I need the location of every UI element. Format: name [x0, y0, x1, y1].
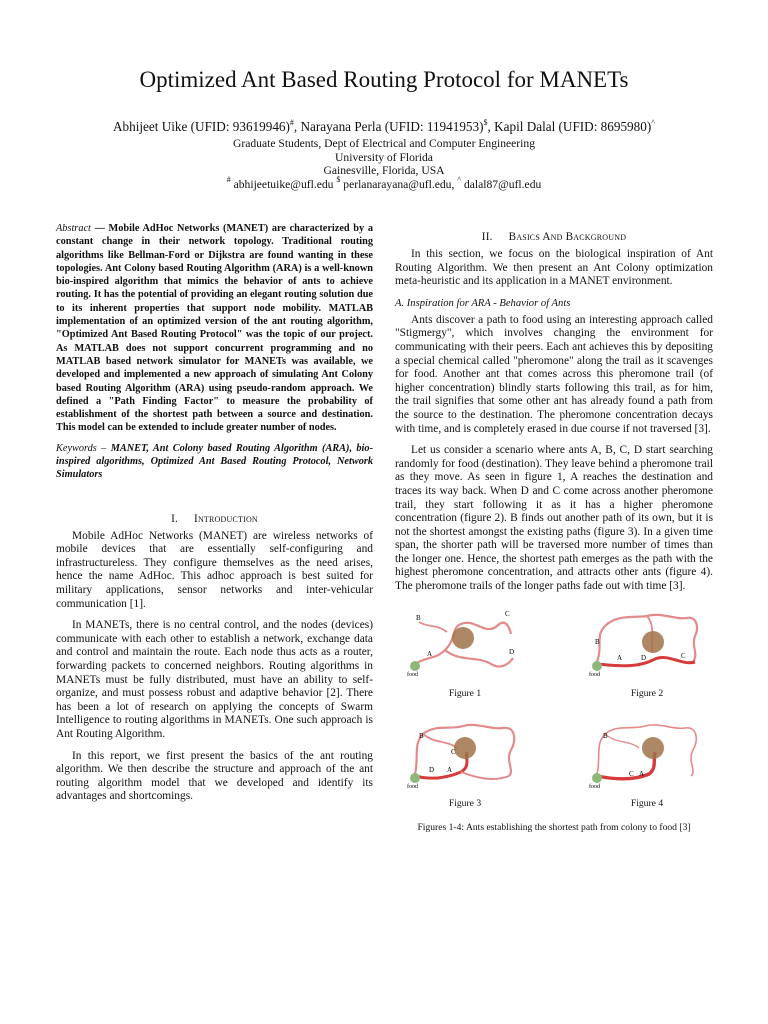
- figure-4-ant-2: C: [629, 769, 634, 778]
- figure-1-ant-3: A: [427, 649, 433, 658]
- figure-1-trail-2: [445, 647, 515, 666]
- figure-2: [587, 606, 707, 678]
- figure-1-ant-4: D: [509, 647, 515, 656]
- figure-2-image: [587, 606, 707, 678]
- figure-4-colony: [642, 737, 664, 759]
- keywords: [56, 442, 373, 482]
- abstract-text: Mobile AdHoc Networks (MANET) are characterized by a constant change in their network topology. Traditional routing algorithms like Bellman-Ford or Dijkstra are found wanting in these topologies. Ant Colony based Routing Algorithm (ARA) is a well-known bio-inspired algorithm that mimics the behavior of ants to achieve routing. It has the potential of providing an elegant routing solution due to its inherent properties that support node mobility. MATLAB implementation of an optimized version of the ant routing algorithm, "Optimized Ant Based Routing Protocol" was the topic of our project. As MATLAB does not support concurrent programming and no MATLAB based network simulator for MANETs was available, we developed and implemented a new approach of simulating Ant Colony based Routing Algorithm (ARA) using pseudo-random approach. We defined a "Path Finding Factor" to measure the probability of establishment of the shortest path between a source and destination. This model can be extended to include greater number of nodes.: [56, 223, 373, 434]
- figure-4: [587, 718, 707, 790]
- figure-2-ant-2: A: [617, 653, 623, 662]
- figure-4-ant-1: B: [603, 731, 608, 740]
- affiliation-block: [0, 137, 768, 191]
- right-column: [395, 222, 713, 834]
- affiliation-dept: Graduate Students, Dept of Electrical and Computer Engineering: [233, 137, 535, 150]
- figures-caption: Figures 1-4: Ants establishing the shortest path from colony to food [3]: [417, 821, 691, 833]
- figure-1: [405, 606, 525, 678]
- section-2-number: II.: [481, 231, 493, 243]
- figure-3-colony: [454, 737, 476, 759]
- figure-3-ant-2: C: [451, 747, 456, 756]
- section-1-number: I.: [171, 512, 179, 525]
- ants-paragraph-2: Let us consider a scenario where ants A, B, C, D start searching randomly for food (destination). They leave behind a pheromone trail as they move. As seen in figure 1, A reaches the destination and traces its way back. When D and C come across another pheromone trail, they start following it as it has a higher pheromone concentration (figure 2). B finds out another path of its own, but it is not the shortest amongst the existing paths (figure 3). In a given time span, the shorter path will be traversed more number of times than the longer one. Hence, the shortest path emerges as the path with the highest pheromone concentration, and attracts other ants (figure 4). The pheromone trails of the longer paths fade out with time [3].: [395, 444, 713, 593]
- subsection-a-heading: A. Inspiration for ARA - Behavior of Ants: [395, 297, 571, 309]
- figure-1-food-label: food: [407, 671, 418, 678]
- figure-1-food-icon: [410, 661, 420, 671]
- figure-3-image: [405, 718, 525, 790]
- author-2: Narayana Perla (UFID: 11941953): [300, 119, 484, 134]
- figure-2-food-label: food: [589, 671, 600, 678]
- email-2-mark: $: [336, 174, 341, 184]
- section-1-title: Introduction: [194, 512, 258, 525]
- figure-1-image: [405, 606, 525, 678]
- figure-4-food-icon: [592, 773, 602, 783]
- figure-4-trail-2: [603, 731, 639, 748]
- figure-2-colony: [642, 631, 664, 653]
- intro-paragraph-3: In this report, we first present the basics of the ant routing algorithm. We then describe the structure and approach of the ant routing algorithm model that we developed and identify its advantages and shortcomings.: [56, 749, 373, 803]
- author-2-mark: $: [483, 117, 488, 127]
- affiliation-location: Gainesville, Florida, USA: [323, 164, 445, 178]
- abstract-label: Abstract: [56, 223, 91, 234]
- email-1[interactable]: abhijeetuike@ufl.edu: [233, 177, 334, 191]
- background-intro: In this section, we focus on the biological inspiration of Ant Routing Algorithm. We then present an Ant Colony optimization meta-heuristic and its application in a MANET environment.: [395, 248, 713, 288]
- email-2[interactable]: perlanarayana@ufl.edu,: [343, 177, 455, 191]
- email-1-mark: #: [226, 174, 231, 184]
- figure-1-caption: Figure 1: [448, 687, 482, 699]
- figure-4-image: [587, 718, 707, 790]
- ants-paragraph-1: Ants discover a path to food using an interesting approach called "Stigmergy", which involves changing the environment for communicating with their peers. Each ant achieves this by depositing a special chemical called "pheromone" along the trail as it scavenges for food. Another ant that comes across this pheromone trail (of higher concentration) blindly starts following this trail, as for him, the trail signifies that some other ant has already found a path from the source to the destination. The pheromone concentration decays with time, and is completely erased in due course if not traversed [3].: [395, 313, 713, 435]
- figure-3-trail-3: [461, 772, 509, 779]
- email-line: [0, 174, 768, 192]
- figure-4-food-label: food: [589, 783, 600, 790]
- figure-3-food-icon: [410, 773, 420, 783]
- figure-3-caption: Figure 3: [448, 797, 482, 809]
- abstract: [56, 222, 373, 435]
- section-2-title: Basics And Background: [508, 231, 627, 243]
- left-column: [56, 222, 373, 804]
- figure-1-trail-3: [419, 622, 447, 632]
- figure-1-ant-1: B: [416, 613, 421, 622]
- intro-paragraph-1: Mobile AdHoc Networks (MANET) are wireless networks of mobile devices that are essentially self-configuring and infrastructureless. They configure themselves as the need arises, hence the name AdHoc. This adhoc approach is best suited for military applications, sensor networks and inter-vehicular communication [1].: [56, 529, 373, 610]
- figure-1-colony: [452, 627, 474, 649]
- author-line: Abhijeet Uike (UFID: 93619946)#, Narayana Perla (UFID: 11941953)$, Kapil Dalal (UFID: 8695980)^: [113, 117, 655, 134]
- figure-3-ant-3: D: [429, 765, 435, 774]
- affiliation-university: University of Florida: [335, 150, 433, 164]
- figure-2-ant-4: C: [681, 651, 686, 660]
- author-1-mark: #: [289, 117, 294, 127]
- figure-2-food-icon: [592, 661, 602, 671]
- abstract-dash: —: [94, 223, 105, 234]
- figure-3-food-label: food: [407, 783, 418, 790]
- author-3: Kapil Dalal (UFID: 8695980): [494, 119, 652, 134]
- author-3-mark: ^: [651, 117, 655, 127]
- section-2-heading: [395, 230, 713, 244]
- keywords-text: MANET, Ant Colony based Routing Algorithm (ARA), bio-inspired algorithms, Optimized Ant Based Routing Protocol, Network Simulators: [56, 442, 373, 481]
- author-1: Abhijeet Uike (UFID: 93619946): [113, 119, 290, 134]
- figure-3-ant-1: B: [419, 731, 424, 740]
- keywords-label: Keywords –: [56, 442, 107, 454]
- section-1-heading: [56, 512, 373, 526]
- figure-4-caption: Figure 4: [630, 797, 664, 809]
- figure-3-ant-4: A: [447, 765, 453, 774]
- figures-grid: [395, 602, 713, 818]
- figure-2-caption: Figure 2: [630, 687, 664, 699]
- paper-title: Optimized Ant Based Routing Protocol for MANETs: [139, 67, 629, 92]
- figure-1-ant-2: C: [505, 609, 510, 618]
- figure-3: [405, 718, 525, 790]
- email-3[interactable]: dalal87@ufl.edu: [463, 177, 542, 191]
- figure-2-ant-1: B: [595, 637, 600, 646]
- email-3-mark: ^: [457, 174, 462, 184]
- figure-4-ant-3: A: [639, 769, 645, 778]
- figure-3-trail-2: [423, 734, 457, 748]
- intro-paragraph-2: In MANETs, there is no central control, and the nodes (devices) communicate with each other to establish a network, exchange data and control and maintain the route. Each node thus acts as a router, forwarding packets to concerned neighbors. Routing algorithms in MANETs must be fully distributed, must have an ability to self-organize, and must possess robust and adaptive behavior [2]. There has been a lot of research on applying the concepts of Swarm Intelligence to routing algorithms in MANETs. One such approach is Ant Routing Algorithm.: [56, 619, 373, 740]
- figure-2-ant-3: D: [641, 653, 647, 662]
